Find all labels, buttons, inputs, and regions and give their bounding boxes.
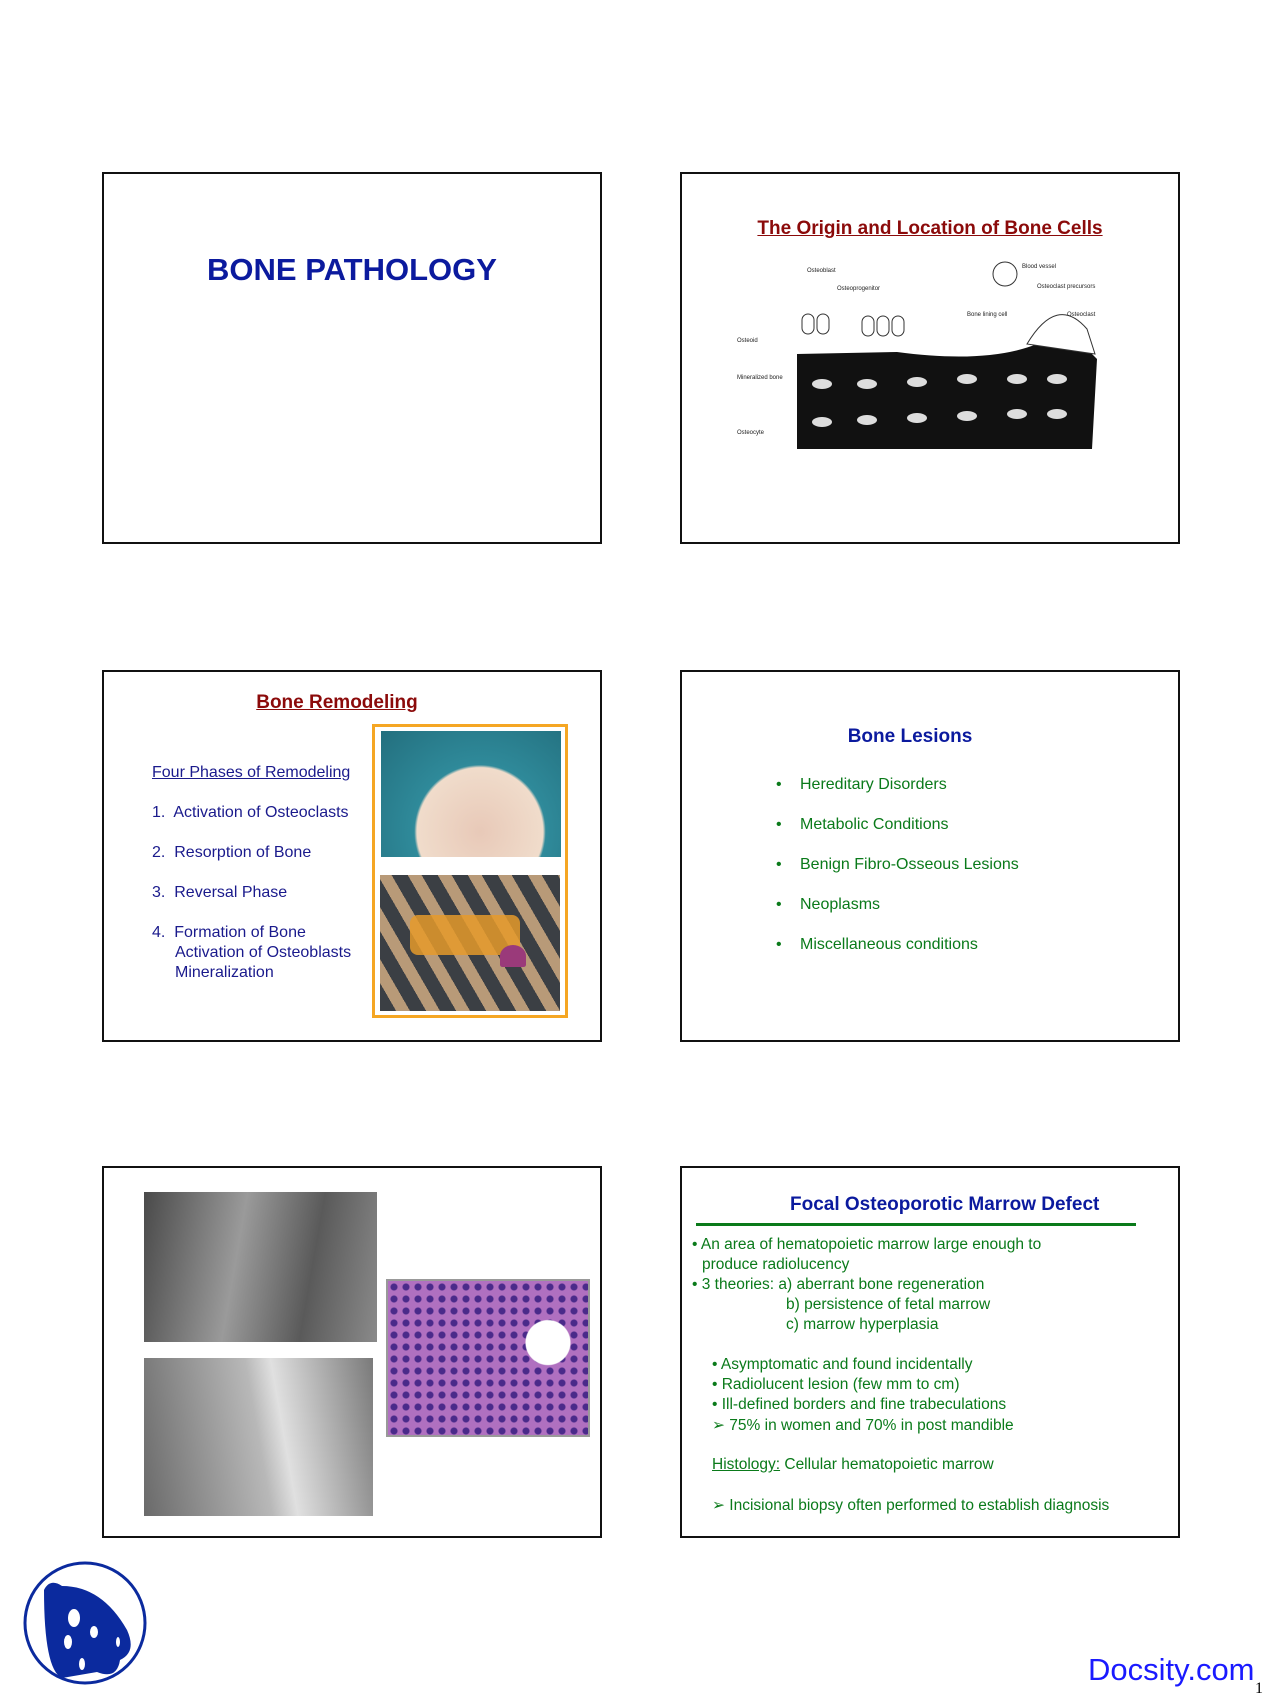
bone-cells-diagram [737,254,1117,454]
remodeling-illustration [380,875,560,1011]
radiograph-image [144,1358,373,1516]
diagram-label: Osteoprogenitor [837,286,881,292]
slide-heading: The Origin and Location of Bone Cells [757,218,1103,239]
phase-subitem: Mineralization [175,964,274,981]
phase-item: 2. Resorption of Bone [152,844,312,861]
lesion-item: • Miscellaneous conditions [776,936,978,953]
diagram-label: Mineralized bone [737,375,783,381]
slide-title [102,172,602,544]
lesion-item: • Hereditary Disorders [776,776,947,793]
text-line: ➢ 75% in women and 70% in post mandible [712,1417,1014,1434]
slide-radiographs [102,1166,602,1538]
slide-heading: Focal Osteoporotic Marrow Defect [790,1194,1100,1215]
marrow-histology-image [386,1279,590,1437]
slide-marrow-defect [680,1166,1180,1538]
docsity-logo-icon [22,1560,148,1686]
slide-bone-cells [680,172,1180,544]
lesion-item: • Metabolic Conditions [776,816,949,833]
phase-item: 1. Activation of Osteoclasts [152,804,349,821]
text-line: b) persistence of fetal marrow [786,1296,991,1313]
histology-line: Histology: Cellular hematopoietic marrow [712,1456,994,1473]
phase-subitem: Activation of Osteoblasts [175,944,352,961]
lesion-item: • Neoplasms [776,896,881,913]
diagram-label: Osteoblast [807,268,836,274]
diagram-label: Osteocyte [737,430,765,436]
diagram-label: Osteoclast [1067,312,1096,318]
text-line: • Ill-defined borders and fine trabeculations [712,1396,1007,1413]
slide-bone-lesions [680,670,1180,1042]
diagram-label: Blood vessel [1022,264,1057,270]
phase-item: 4. Formation of Bone [152,924,306,941]
text-line: ➢ Incisional biopsy often performed to establish diagnosis [712,1497,1110,1514]
text-line: produce radiolucency [702,1256,850,1273]
heading-divider [696,1223,1136,1226]
slide-heading: Bone Lesions [847,726,973,747]
slide-bone-remodeling [102,670,602,1042]
diagram-label: Osteoid [737,338,758,344]
docsity-link[interactable]: Docsity.com [1088,1652,1255,1687]
slide-title-heading: BONE PATHOLOGY [207,252,497,287]
histology-image [381,731,561,857]
text-line: • An area of hematopoietic marrow large enough to [692,1236,1042,1253]
radiograph-image [144,1192,377,1342]
page-number: 1 [1255,1680,1263,1697]
text-line: • Asymptomatic and found incidentally [712,1356,973,1373]
slide-heading: Bone Remodeling [256,692,418,713]
text-line: • Radiolucent lesion (few mm to cm) [712,1376,960,1393]
text-line: • 3 theories: a) aberrant bone regeneration [692,1276,985,1293]
text-line: c) marrow hyperplasia [786,1316,939,1333]
diagram-label: Bone lining cell [967,312,1008,318]
diagram-label: Osteoclast precursors [1037,284,1096,290]
lesion-item: • Benign Fibro-Osseous Lesions [776,856,1019,873]
images-frame [372,724,568,1018]
phase-item: 3. Reversal Phase [152,884,288,901]
phases-subtitle: Four Phases of Remodeling [152,764,351,781]
